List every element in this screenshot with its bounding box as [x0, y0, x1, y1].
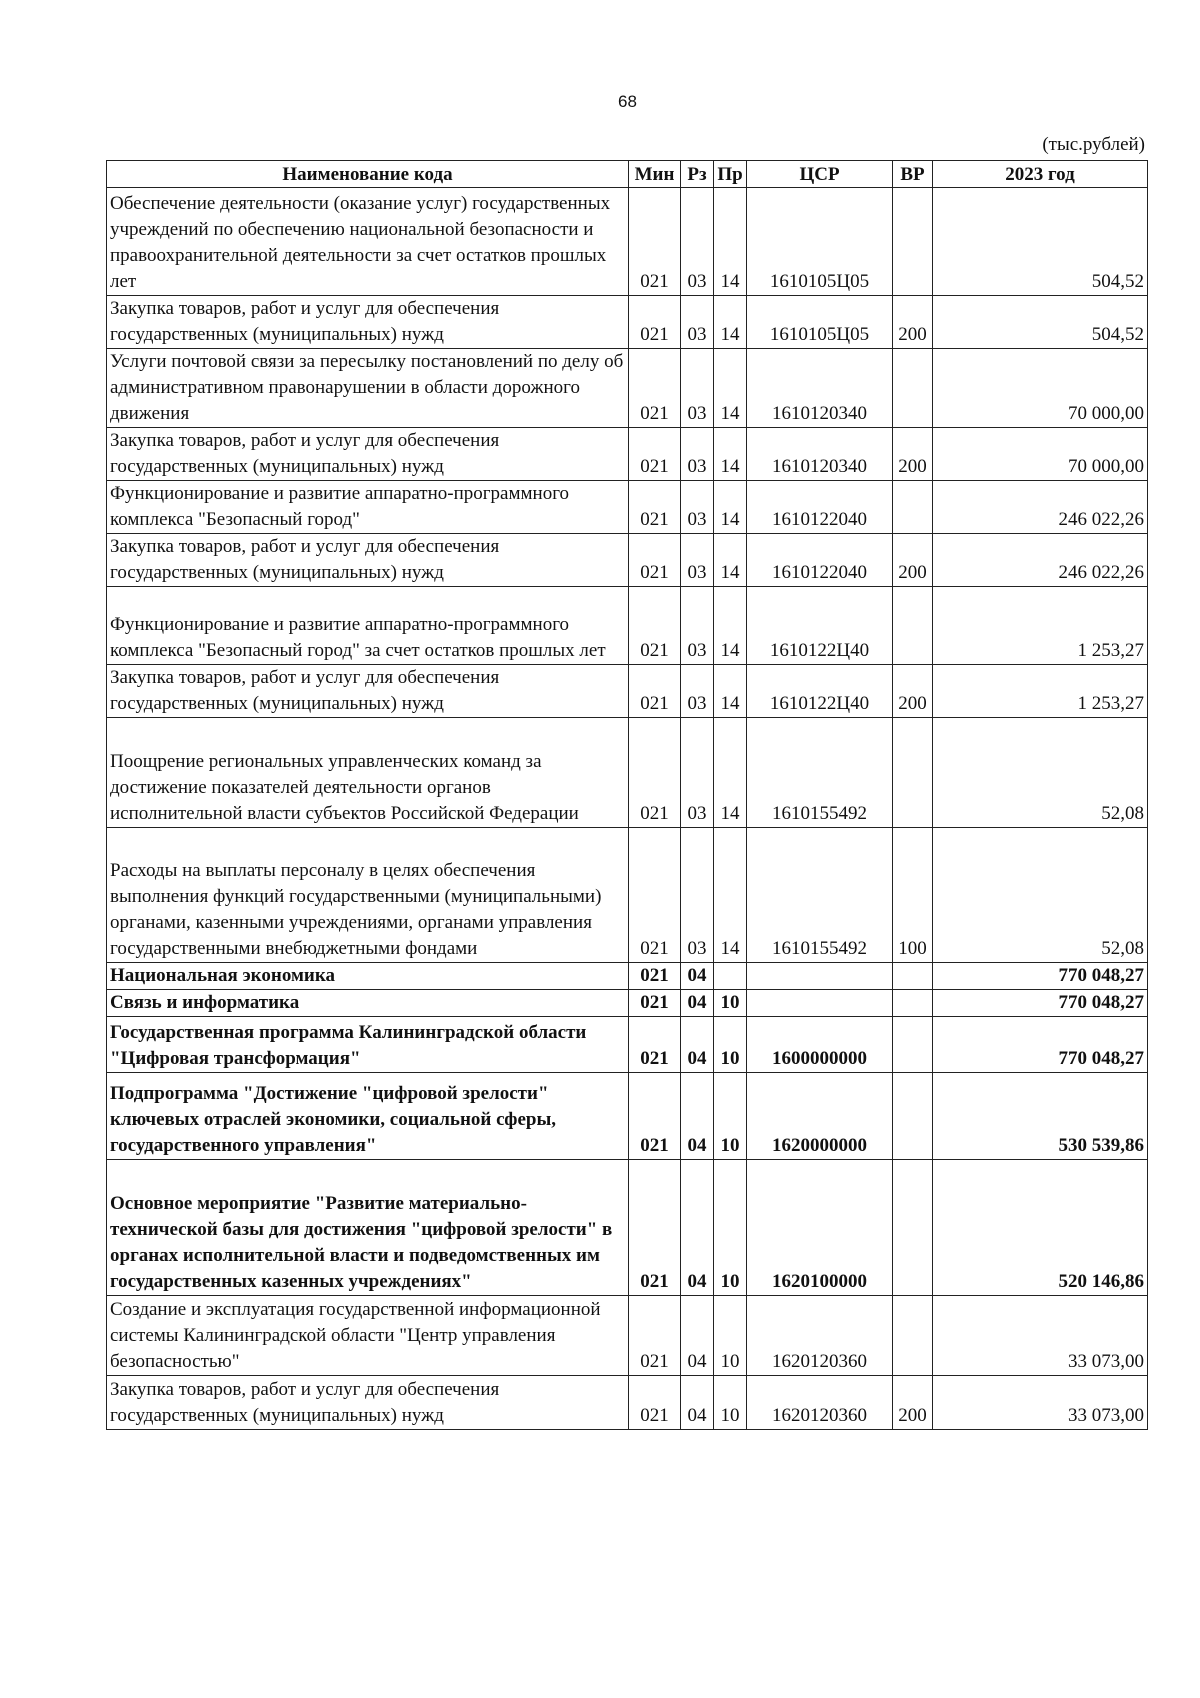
cell-amount: 52,08	[933, 828, 1148, 963]
cell-min: 021	[629, 1296, 681, 1376]
cell-csr: 1610122Ц40	[747, 665, 893, 718]
table-row	[107, 1160, 1148, 1296]
cell-name: Закупка товаров, работ и услуг для обеспечения государственных (муниципальных) нужд	[107, 534, 629, 587]
cell-min: 021	[629, 990, 681, 1017]
cell-rz: 04	[681, 1073, 714, 1160]
cell-csr	[747, 963, 893, 990]
col-header-amount: 2023 год	[933, 161, 1148, 188]
cell-min: 021	[629, 1376, 681, 1430]
cell-pr: 14	[714, 665, 747, 718]
table-row	[107, 1296, 1148, 1376]
cell-min: 021	[629, 1017, 681, 1073]
cell-amount: 504,52	[933, 188, 1148, 296]
cell-vr	[893, 990, 933, 1017]
cell-pr: 10	[714, 1073, 747, 1160]
cell-vr	[893, 1160, 933, 1296]
cell-name: Функционирование и развитие аппаратно-программного комплекса "Безопасный город"	[107, 481, 629, 534]
cell-amount: 770 048,27	[933, 1017, 1148, 1073]
cell-rz: 04	[681, 1376, 714, 1430]
cell-csr: 1610122040	[747, 534, 893, 587]
cell-csr: 1600000000	[747, 1017, 893, 1073]
cell-name: Закупка товаров, работ и услуг для обеспечения государственных (муниципальных) нужд	[107, 665, 629, 718]
cell-csr: 1610122040	[747, 481, 893, 534]
cell-rz: 03	[681, 296, 714, 349]
cell-rz: 03	[681, 587, 714, 665]
cell-amount: 1 253,27	[933, 587, 1148, 665]
col-header-vr: ВР	[893, 161, 933, 188]
cell-name: Закупка товаров, работ и услуг для обеспечения государственных (муниципальных) нужд	[107, 296, 629, 349]
table-body	[107, 188, 1148, 1430]
cell-vr: 200	[893, 428, 933, 481]
cell-name: Поощрение региональных управленческих команд за достижение показателей деятельности органов исполнительной власти субъектов Российской Федерации	[107, 718, 629, 828]
cell-name: Подпрограмма "Достижение "цифровой зрелости" ключевых отраслей экономики, социальной сферы, государственного управления"	[107, 1073, 629, 1160]
cell-rz: 04	[681, 963, 714, 990]
cell-name: Закупка товаров, работ и услуг для обеспечения государственных (муниципальных) нужд	[107, 428, 629, 481]
cell-pr: 10	[714, 1376, 747, 1430]
cell-csr: 1620120360	[747, 1376, 893, 1430]
table-row	[107, 1017, 1148, 1073]
cell-csr: 1610122Ц40	[747, 587, 893, 665]
table-row	[107, 428, 1148, 481]
budget-table	[106, 160, 1148, 1430]
col-header-rz: Рз	[681, 161, 714, 188]
cell-amount: 33 073,00	[933, 1376, 1148, 1430]
cell-pr: 14	[714, 349, 747, 428]
cell-min: 021	[629, 296, 681, 349]
cell-amount: 70 000,00	[933, 428, 1148, 481]
cell-pr: 14	[714, 296, 747, 349]
cell-min: 021	[629, 963, 681, 990]
cell-rz: 03	[681, 665, 714, 718]
cell-amount: 1 253,27	[933, 665, 1148, 718]
cell-rz: 03	[681, 188, 714, 296]
page-number: 68	[618, 92, 637, 111]
cell-vr: 200	[893, 1376, 933, 1430]
cell-rz: 04	[681, 1160, 714, 1296]
cell-pr: 14	[714, 718, 747, 828]
cell-vr: 200	[893, 296, 933, 349]
cell-vr	[893, 963, 933, 990]
cell-csr: 1610120340	[747, 428, 893, 481]
table-row	[107, 1376, 1148, 1430]
table-row	[107, 828, 1148, 963]
cell-name: Основное мероприятие "Развитие материально-технической базы для достижения "цифровой зрелости" в органах исполнительной власти и подведомственных им государственных казенных учреждениях"	[107, 1160, 629, 1296]
cell-min: 021	[629, 828, 681, 963]
cell-csr: 1610155492	[747, 828, 893, 963]
cell-amount: 70 000,00	[933, 349, 1148, 428]
cell-vr	[893, 349, 933, 428]
cell-rz: 03	[681, 481, 714, 534]
table-row	[107, 296, 1148, 349]
col-header-csr: ЦСР	[747, 161, 893, 188]
cell-name: Обеспечение деятельности (оказание услуг) государственных учреждений по обеспечению национальной безопасности и правоохранительной деятельности за счет остатков прошлых лет	[107, 188, 629, 296]
cell-amount: 33 073,00	[933, 1296, 1148, 1376]
cell-rz: 04	[681, 1296, 714, 1376]
table-row	[107, 188, 1148, 296]
cell-vr	[893, 718, 933, 828]
cell-name: Расходы на выплаты персоналу в целях обеспечения выполнения функций государственными (муниципальными) органами, казенными учреждениями, органами управления государственными внебюджетными фондами	[107, 828, 629, 963]
col-header-min: Мин	[629, 161, 681, 188]
col-header-pr: Пр	[714, 161, 747, 188]
cell-min: 021	[629, 188, 681, 296]
cell-amount: 504,52	[933, 296, 1148, 349]
cell-csr: 1610155492	[747, 718, 893, 828]
cell-pr: 10	[714, 1296, 747, 1376]
table-row	[107, 665, 1148, 718]
cell-rz: 04	[681, 1017, 714, 1073]
cell-name: Государственная программа Калининградской области "Цифровая трансформация"	[107, 1017, 629, 1073]
cell-pr: 14	[714, 428, 747, 481]
cell-pr: 14	[714, 481, 747, 534]
cell-min: 021	[629, 534, 681, 587]
cell-pr: 10	[714, 1017, 747, 1073]
table-row	[107, 587, 1148, 665]
header-row	[107, 161, 1148, 188]
cell-amount: 246 022,26	[933, 534, 1148, 587]
table-row	[107, 349, 1148, 428]
cell-pr: 14	[714, 534, 747, 587]
cell-vr: 200	[893, 665, 933, 718]
cell-min: 021	[629, 1160, 681, 1296]
cell-min: 021	[629, 665, 681, 718]
cell-csr: 1610105Ц05	[747, 188, 893, 296]
cell-min: 021	[629, 718, 681, 828]
cell-name: Национальная экономика	[107, 963, 629, 990]
cell-min: 021	[629, 428, 681, 481]
cell-name: Функционирование и развитие аппаратно-программного комплекса "Безопасный город" за счет остатков прошлых лет	[107, 587, 629, 665]
cell-amount: 770 048,27	[933, 963, 1148, 990]
cell-rz: 03	[681, 718, 714, 828]
table-row	[107, 990, 1148, 1017]
cell-min: 021	[629, 1073, 681, 1160]
cell-name: Связь и информатика	[107, 990, 629, 1017]
cell-pr: 10	[714, 1160, 747, 1296]
cell-name: Закупка товаров, работ и услуг для обеспечения государственных (муниципальных) нужд	[107, 1376, 629, 1430]
cell-csr	[747, 990, 893, 1017]
table-row	[107, 534, 1148, 587]
cell-pr: 14	[714, 188, 747, 296]
cell-pr: 14	[714, 828, 747, 963]
cell-rz: 04	[681, 990, 714, 1017]
cell-name: Услуги почтовой связи за пересылку постановлений по делу об административном правонарушении в области дорожного движения	[107, 349, 629, 428]
cell-rz: 03	[681, 349, 714, 428]
cell-vr	[893, 188, 933, 296]
cell-vr	[893, 481, 933, 534]
cell-vr: 100	[893, 828, 933, 963]
cell-name: Создание и эксплуатация государственной информационной системы Калининградской области "Центр управления безопасностью"	[107, 1296, 629, 1376]
cell-min: 021	[629, 349, 681, 428]
cell-vr	[893, 1296, 933, 1376]
cell-min: 021	[629, 481, 681, 534]
cell-vr	[893, 587, 933, 665]
cell-csr: 1620000000	[747, 1073, 893, 1160]
cell-csr: 1610105Ц05	[747, 296, 893, 349]
table-row	[107, 481, 1148, 534]
cell-pr: 14	[714, 587, 747, 665]
cell-vr	[893, 1073, 933, 1160]
cell-rz: 03	[681, 828, 714, 963]
table-row	[107, 963, 1148, 990]
col-header-name: Наименование кода	[107, 161, 629, 188]
cell-csr: 1620100000	[747, 1160, 893, 1296]
cell-amount: 770 048,27	[933, 990, 1148, 1017]
cell-pr: 10	[714, 990, 747, 1017]
cell-csr: 1610120340	[747, 349, 893, 428]
cell-amount: 52,08	[933, 718, 1148, 828]
units-label: (тыс.рублей)	[1042, 134, 1145, 155]
cell-csr: 1620120360	[747, 1296, 893, 1376]
cell-amount: 246 022,26	[933, 481, 1148, 534]
cell-vr: 200	[893, 534, 933, 587]
cell-rz: 03	[681, 534, 714, 587]
table-row	[107, 718, 1148, 828]
cell-amount: 530 539,86	[933, 1073, 1148, 1160]
table-row	[107, 1073, 1148, 1160]
cell-pr	[714, 963, 747, 990]
cell-rz: 03	[681, 428, 714, 481]
cell-min: 021	[629, 587, 681, 665]
cell-amount: 520 146,86	[933, 1160, 1148, 1296]
cell-vr	[893, 1017, 933, 1073]
